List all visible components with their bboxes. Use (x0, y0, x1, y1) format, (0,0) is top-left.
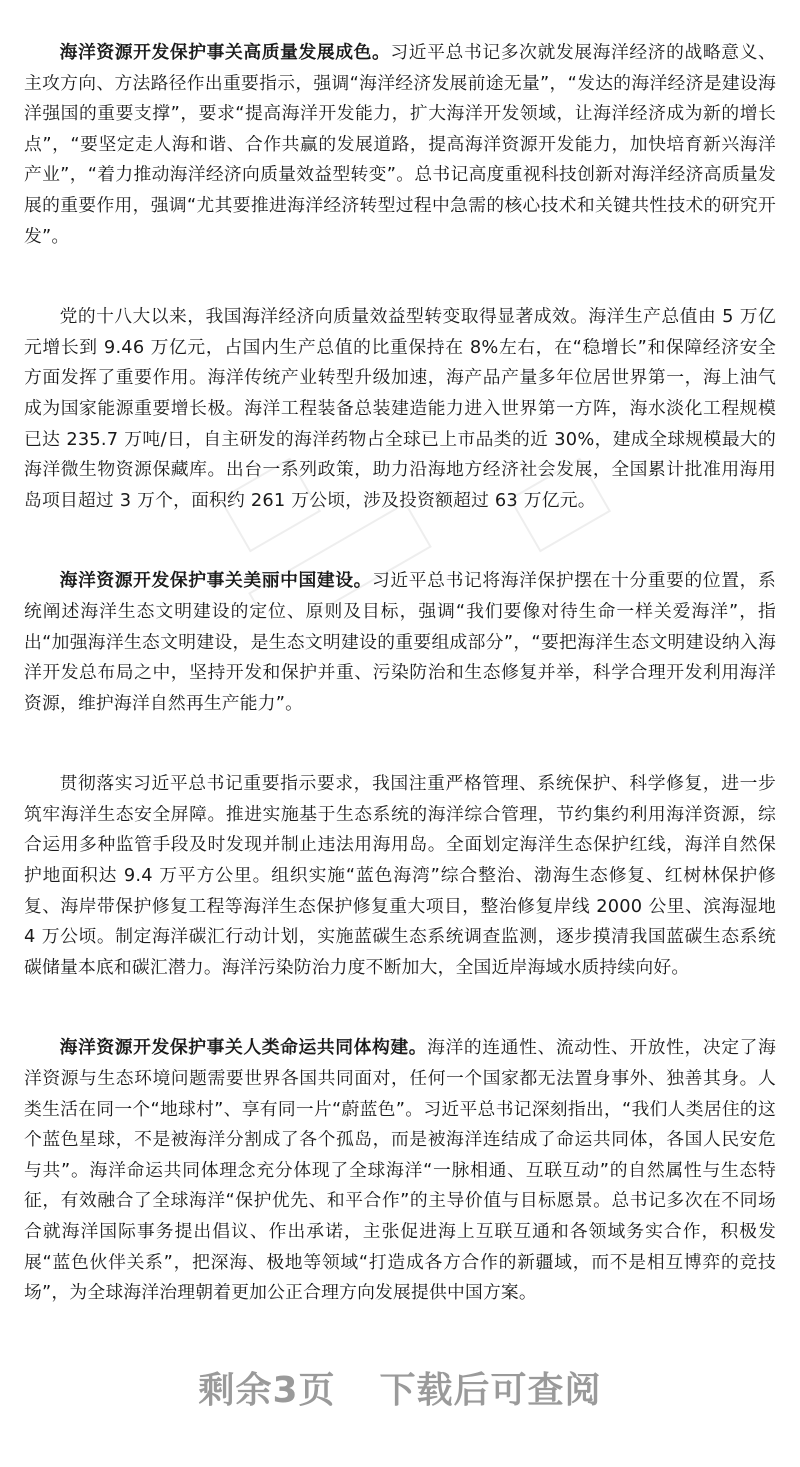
paragraph-text: 习近平总书记将海洋保护摆在十分重要的位置，系统阐述海洋生态文明建设的定位、原则及目标，强调“我们要像对待生命一样关爱海洋”，指出“加强海洋生态文明建设，是生态文明建设的重要组成部分”，“要把海洋生态文明建设纳入海洋开发总布局之中，坚持开发和保护并重、污染防治和生态修复并举，科学合理开发利用海洋资源，维护海洋自然再生产能力”。 (24, 570, 776, 714)
paragraph-lead: 海洋资源开发保护事关美丽中国建设。 (59, 570, 373, 592)
download-hint-label: 下载后可查阅 (379, 1370, 602, 1411)
paragraph-text: 海洋的连通性、流动性、开放性，决定了海洋资源与生态环境问题需要世界各国共同面对，任何一个国家都无法置身事外、独善其身。人类生活在同一个“地球村”、享有同一片“蔚蓝色”。习近平总书记深刻指出，“我们人类居住的这个蓝色星球，不是被海洋分割成了各个孤岛，而是被海洋连结成了命运共同体，各国人民安危与共”。海洋命运共同体理念充分体现了全球海洋“一脉相通、互联互动”的自然属性与生态特征，有效融合了全球海洋“保护优先、和平合作”的主导价值与目标愿景。总书记多次在不同场合就海洋国际事务提出倡议、作出承诺，主张促进海上互联互通和各领域务实合作，积极发展“蓝色伙伴关系”，把深海、极地等领域“打造成各方合作的新疆域，而不是相互博弈的竞技场”，为全球海洋治理朝着更加公正合理方向发展提供中国方案。 (24, 1037, 776, 1304)
remaining-pages-label: 剩余3页 (198, 1370, 336, 1411)
document-body (24, 38, 776, 1359)
paragraph-5 (24, 1033, 776, 1308)
paragraph-text: 党的十八大以来，我国海洋经济向质量效益型转变取得显著成效。海洋生产总值由 5 万亿元增长到 9.46 万亿元，占国内生产总值的比重保持在 8%左右，在“稳增长”和保障经济安全方面发挥了重要作用。海洋传统产业转型升级加速，海产品产量多年位居世界第一，海上油气成为国家能源重要增长极。海洋工程装备总装建造能力进入世界第一方阵，海水淡化工程规模已达 235.7 万吨/日，自主研发的海洋药物占全球已上市品类的近 30%，建成全球规模最大的海洋微生物资源保藏库。出台一系列政策，助力沿海地方经济社会发展，全国累计批准用海用岛项目超过 3 万个，面积约 261 万公顷，涉及投资额超过 63 万亿元。 (24, 306, 776, 511)
paragraph-text: 习近平总书记多次就发展海洋经济的战略意义、主攻方向、方法路径作出重要指示，强调“海洋经济发展前途无量”，“发达的海洋经济是建设海洋强国的重要支撑”，要求“提高海洋开发能力，扩大海洋开发领域，让海洋经济成为新的增长点”，“要坚定走人海和谐、合作共赢的发展道路，提高海洋资源开发能力，加快培育新兴海洋产业”，“着力推动海洋经济向质量效益型转变”。总书记高度重视科技创新对海洋经济高质量发展的重要作用，强调“尤其要推进海洋经济转型过程中急需的核心技术和关键共性技术的研究开发”。 (24, 42, 776, 247)
paragraph-1 (24, 38, 776, 252)
paragraph-lead: 海洋资源开发保护事关高质量发展成色。 (59, 42, 391, 63)
paragraph-4 (24, 769, 776, 983)
paragraph-2 (24, 302, 776, 516)
paragraph-lead: 海洋资源开发保护事关人类命运共同体构建。 (59, 1037, 428, 1059)
paragraph-text: 贯彻落实习近平总书记重要指示要求，我国注重严格管理、系统保护、科学修复，进一步筑牢海洋生态安全屏障。推进实施基于生态系统的海洋综合管理，节约集约利用海洋资源，综合运用多种监管手段及时发现并制止违法用海用岛。全面划定海洋生态保护红线，海洋自然保护地面积达 9.4 万平方公里。组织实施“蓝色海湾”综合整治、渤海生态修复、红树林保护修复、海岸带保护修复工程等海洋生态保护修复重大项目，整治修复岸线 2000 公里、滨海湿地 4 万公顷。制定海洋碳汇行动计划，实施蓝碳生态系统调查监测，逐步摸清我国蓝碳生态系统碳储量本底和碳汇潜力。海洋污染防治力度不断加大，全国近岸海域水质持续向好。 (24, 773, 776, 978)
download-prompt-banner[interactable] (0, 1362, 800, 1413)
paragraph-3 (24, 566, 776, 719)
